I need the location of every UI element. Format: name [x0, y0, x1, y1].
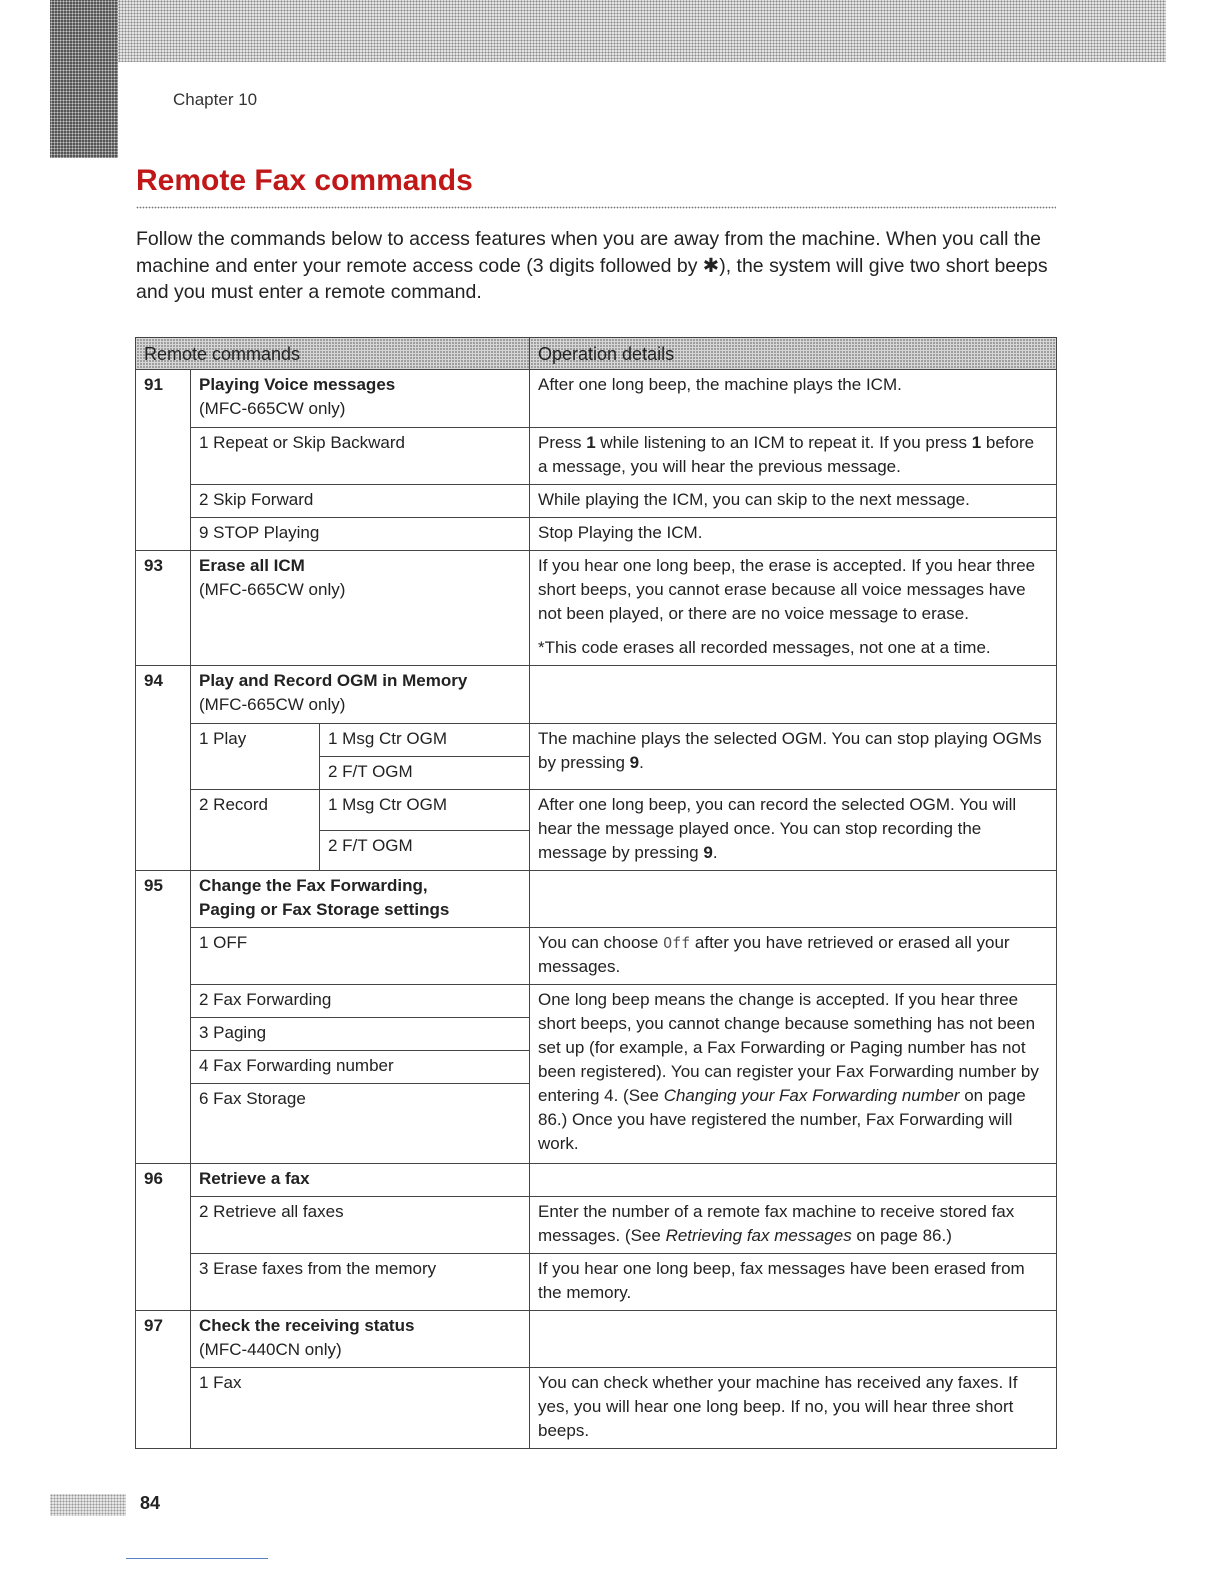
- command-note: (MFC-665CW only): [199, 580, 346, 599]
- table-row: [136, 1197, 1057, 1254]
- table-row: [136, 1311, 1057, 1368]
- option-label: 1 Play: [191, 724, 320, 790]
- option-label: 3 Paging: [191, 1018, 530, 1051]
- table-row: [136, 985, 1057, 1018]
- header-decorative-band: [118, 0, 1166, 62]
- detail-cell: [530, 871, 1057, 928]
- option-label: 9 STOP Playing: [191, 518, 530, 551]
- detail-cell: You can check whether your machine has received any faxes. If yes, you will hear one long beep. If no, you will hear three short beeps.: [530, 1368, 1057, 1449]
- table-row: [136, 428, 1057, 485]
- option-label: 2 Retrieve all faxes: [191, 1197, 530, 1254]
- table-row: [136, 1368, 1057, 1449]
- table-row: [136, 790, 1057, 831]
- command-code-93: 93: [136, 551, 191, 666]
- command-heading: Retrieve a fax: [199, 1169, 310, 1188]
- option-label: 4 Fax Forwarding number: [191, 1051, 530, 1084]
- chapter-label: Chapter 10: [173, 90, 258, 109]
- option-label: 1 Repeat or Skip Backward: [191, 428, 530, 485]
- option-label: 2 Skip Forward: [191, 485, 530, 518]
- detail-cell: Enter the number of a remote fax machine to receive stored fax messages. (See Retrieving fax messages on page 86.): [530, 1197, 1057, 1254]
- command-title-96: [191, 1164, 530, 1197]
- command-title-91: [191, 370, 530, 428]
- command-heading: Playing Voice messages: [199, 375, 396, 394]
- header-operation-details: Operation details: [530, 338, 1057, 370]
- detail-cell: The machine plays the selected OGM. You can stop playing OGMs by pressing 9.: [530, 724, 1057, 790]
- command-heading: Play and Record OGM in Memory: [199, 671, 468, 690]
- table-row: [136, 551, 1057, 666]
- command-heading: Change the Fax Forwarding,: [199, 876, 428, 895]
- table-row: [136, 370, 1057, 428]
- detail-cell: While playing the ICM, you can skip to the next message.: [530, 485, 1057, 518]
- detail-cell: You can choose Off after you have retrieved or erased all your messages.: [530, 928, 1057, 985]
- sub-option: 1 Msg Ctr OGM: [320, 790, 530, 831]
- option-label: 1 Fax: [191, 1368, 530, 1449]
- detail-cell: Press 1 while listening to an ICM to repeat it. If you press 1 before a message, you will hear the previous message.: [530, 428, 1057, 485]
- table-row: [136, 1254, 1057, 1311]
- command-heading: Erase all ICM: [199, 556, 305, 575]
- command-note: (MFC-665CW only): [199, 695, 346, 714]
- detail-cell: If you hear one long beep, fax messages have been erased from the memory.: [530, 1254, 1057, 1311]
- command-title-93: [191, 551, 530, 666]
- command-code-96: 96: [136, 1164, 191, 1311]
- table-row: [136, 485, 1057, 518]
- command-note: (MFC-665CW only): [199, 399, 346, 418]
- remote-commands-table: [135, 337, 1057, 1449]
- section-title: Remote Fax commands: [136, 164, 473, 197]
- table-row: [136, 724, 1057, 757]
- sub-option: 1 Msg Ctr OGM: [320, 724, 530, 757]
- table-row: [136, 928, 1057, 985]
- detail-cell: Stop Playing the ICM.: [530, 518, 1057, 551]
- option-label: 3 Erase faxes from the memory: [191, 1254, 530, 1311]
- sub-option: 2 F/T OGM: [320, 757, 530, 790]
- command-code-97: 97: [136, 1311, 191, 1449]
- detail-cell: [530, 1164, 1057, 1197]
- title-divider: [136, 206, 1056, 209]
- detail-cell: After one long beep, you can record the selected OGM. You will hear the message played once. You can stop recording the message by pressing 9.: [530, 790, 1057, 871]
- command-code-94: 94: [136, 666, 191, 871]
- command-code-91: 91: [136, 370, 191, 551]
- command-title-97: [191, 1311, 530, 1368]
- header-remote-commands: Remote commands: [136, 338, 530, 370]
- intro-paragraph: Follow the commands below to access features when you are away from the machine. When you call the machine and enter your remote access code (3 digits followed by ✱), the system will give two short beeps and you must enter a remote command.: [136, 228, 1048, 303]
- option-label: 1 OFF: [191, 928, 530, 985]
- command-code-95: 95: [136, 871, 191, 1164]
- detail-cell: [530, 666, 1057, 724]
- command-heading: Check the receiving status: [199, 1316, 415, 1335]
- table-row: [136, 1164, 1057, 1197]
- page-number-pattern: [50, 1494, 126, 1516]
- chapter-tab-block: [50, 0, 118, 158]
- detail-cell: After one long beep, the machine plays the ICM.: [530, 370, 1057, 428]
- command-heading: Paging or Fax Storage settings: [199, 900, 450, 919]
- table-row: [136, 518, 1057, 551]
- detail-cell: One long beep means the change is accepted. If you hear three short beeps, you cannot change because something has not been set up (for example, a Fax Forwarding or Paging number has not been registered). You can register your Fax Forwarding number by entering 4. (See Changing your Fax Forwarding number on page 86.) Once you have registered the number, Fax Forwarding will work.: [530, 985, 1057, 1164]
- detail-cell: If you hear one long beep, the erase is accepted. If you hear three short beeps, you cannot erase because all voice messages have not been played, or there are no voice message to erase. *This code erases all recorded messages, not one at a time.: [530, 551, 1057, 666]
- table-row: [136, 871, 1057, 928]
- command-title-94: [191, 666, 530, 724]
- footer-rule: [126, 1558, 268, 1559]
- table-row: [136, 666, 1057, 724]
- sub-option: 2 F/T OGM: [320, 830, 530, 871]
- command-title-95: [191, 871, 530, 928]
- table-header-row: [136, 338, 1057, 370]
- option-label: 2 Record: [191, 790, 320, 871]
- option-label: 6 Fax Storage: [191, 1084, 530, 1164]
- option-label: 2 Fax Forwarding: [191, 985, 530, 1018]
- command-note: (MFC-440CN only): [199, 1340, 342, 1359]
- detail-cell: [530, 1311, 1057, 1368]
- page-number: 84: [140, 1493, 161, 1513]
